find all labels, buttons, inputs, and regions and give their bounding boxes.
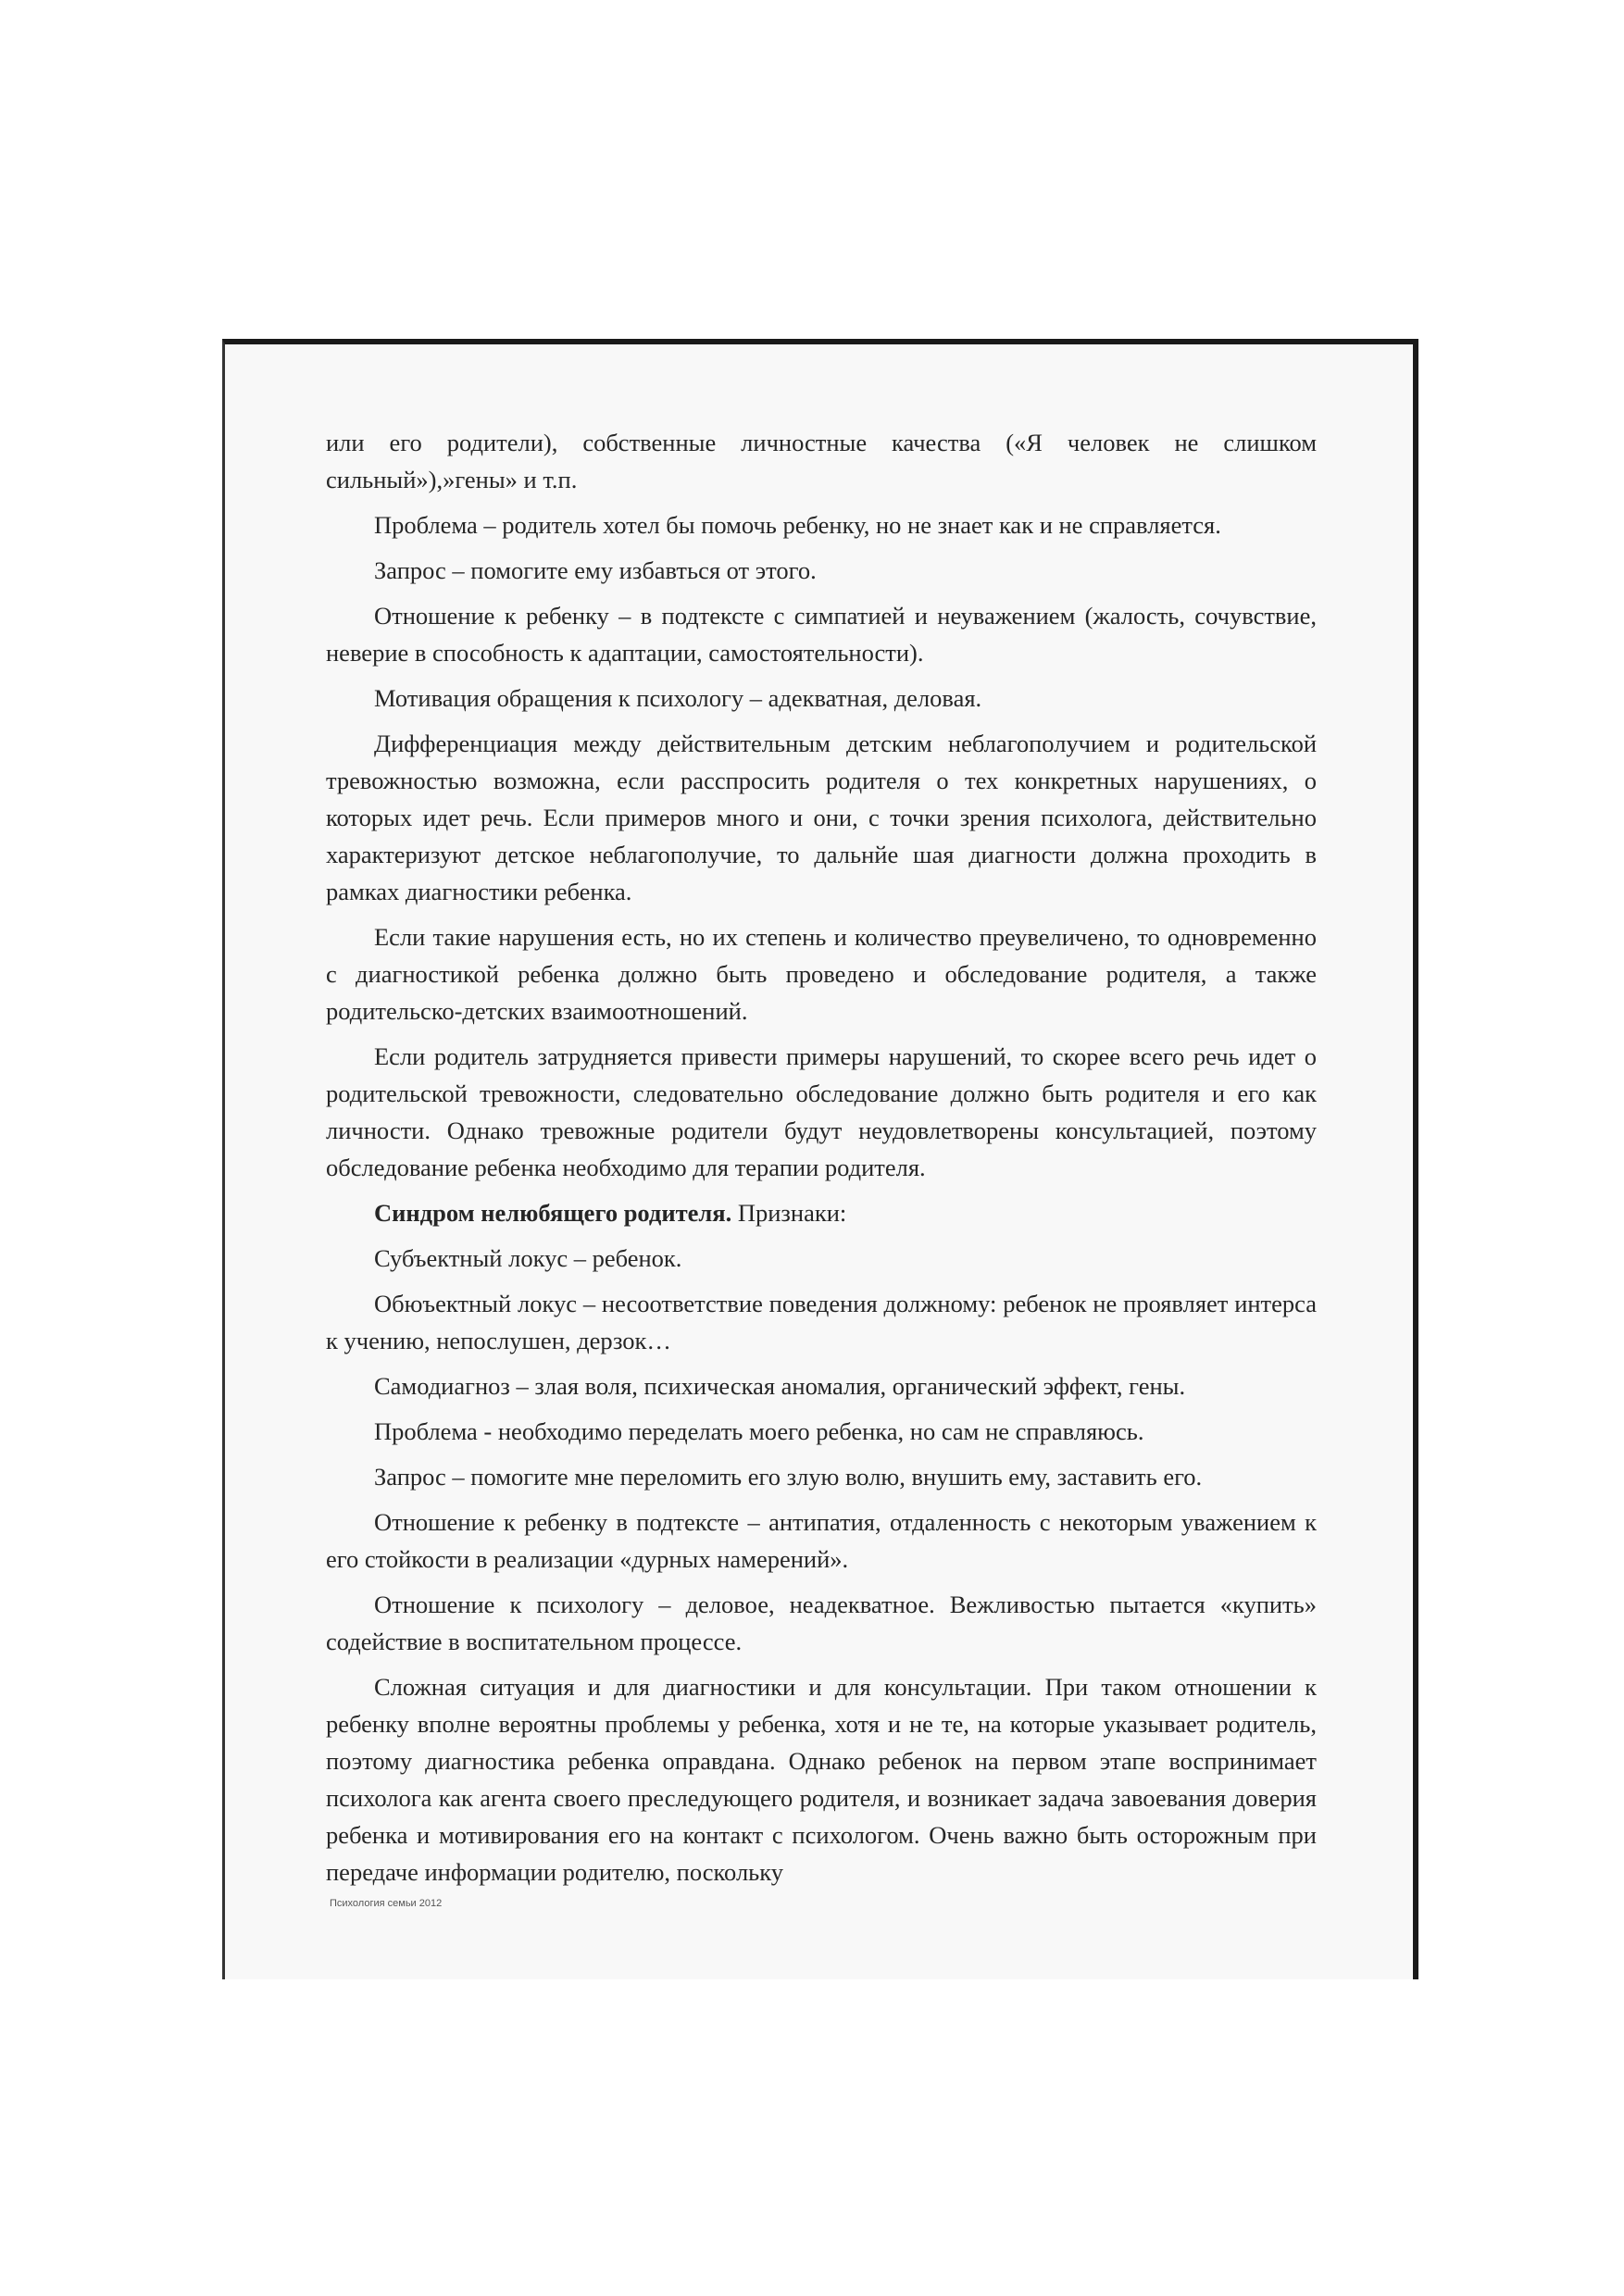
paragraph-problem-2: Проблема - необходимо переделать моего ребенка, но сам не справляюсь. [374, 1417, 1144, 1445]
paragraph-attitude-psychologist: Отношение к психологу – деловое, неадекватное. Вежливостью пытается «купить» содействие в воспитательном процессе. [326, 1591, 1317, 1655]
page-body [326, 424, 1317, 1899]
paragraph-exaggerated-disorders: Если такие нарушения есть, но их степень и количество преувеличено, то одновременно с диагностикой ребенка должно быть проведено и обследование родителя, а также родительско-детских взаимоотношений. [326, 923, 1317, 1025]
paragraph-object-locus: Обюъектный локус – несоответствие поведения должному: ребенок не проявляет интерса к учению, непослушен, дерзок… [326, 1290, 1317, 1354]
section-heading-tail: Признаки: [731, 1199, 847, 1227]
paragraph-self-diagnosis: Самодиагноз – злая воля, психическая аномалия, органический эффект, гены. [374, 1372, 1186, 1400]
paragraph-differentiation: Дифференциация между действительным детским неблагополучием и родительской тревожностью возможна, если расспросить родителя о тех конкретных нарушениях, о которых идет речь. Если примеров много и они, с точки зрения психолога, действительно характеризуют детское неблагополучие, то дальнйе шая диагности должна проходить в рамках диагностики ребенка. [326, 730, 1317, 905]
section-heading: Синдром нелюбящего родителя. [374, 1199, 732, 1227]
paragraph-continuation: или его родители), собственные личностные качества («Я человек не слишком сильный»),»гены» и т.п. [326, 429, 1317, 493]
paragraph-complex-situation: Сложная ситуация и для диагностики и для консультации. При таком отношении к ребенку вполне вероятны проблемы у ребенка, хотя и не те, на которые указывает родитель, поэтому диагностика ребенка оправдана. Однако ребенок на первом этапе воспринимает психолога как агента своего преследующего родителя, и возникает задача завоевания доверия ребенка и мотивирования его на контакт с психологом. Очень важно быть осторожным при передаче информации родителю, поскольку [326, 1673, 1317, 1886]
paragraph-motivation: Мотивация обращения к психологу – адекватная, деловая. [374, 684, 982, 712]
section-heading-paragraph [326, 1194, 1317, 1231]
page-footer: Психология семьи 2012 [330, 1898, 443, 1909]
paragraph-request: Запрос – помогите ему избавться от этого. [374, 556, 817, 584]
paragraph-attitude-child-2: Отношение к ребенку в подтексте – антипатия, отдаленность с некоторым уважением к его стойкости в реализации «дурных намерений». [326, 1508, 1317, 1573]
paragraph-request-2: Запрос – помогите мне переломить его злую волю, внушить ему, заставить его. [374, 1463, 1203, 1491]
paragraph-subject-locus: Субъектный локус – ребенок. [374, 1244, 682, 1272]
paragraph-problem: Проблема – родитель хотел бы помочь ребенку, но не знает как и не справляется. [374, 511, 1221, 539]
paragraph-attitude-child: Отношение к ребенку – в подтексте с симпатией и неуважением (жалость, сочувствие, неверие в способность к адаптации, самостоятельности). [326, 602, 1317, 667]
paragraph-parental-anxiety: Если родитель затрудняется привести примеры нарушений, то скорее всего речь идет о родительской тревожности, следовательно обследование должно быть родителя и его как личности. Однако тревожные родители будут неудовлетворены консультацией, поэтому обследование ребенка необходимо для терапии родителя. [326, 1042, 1317, 1181]
